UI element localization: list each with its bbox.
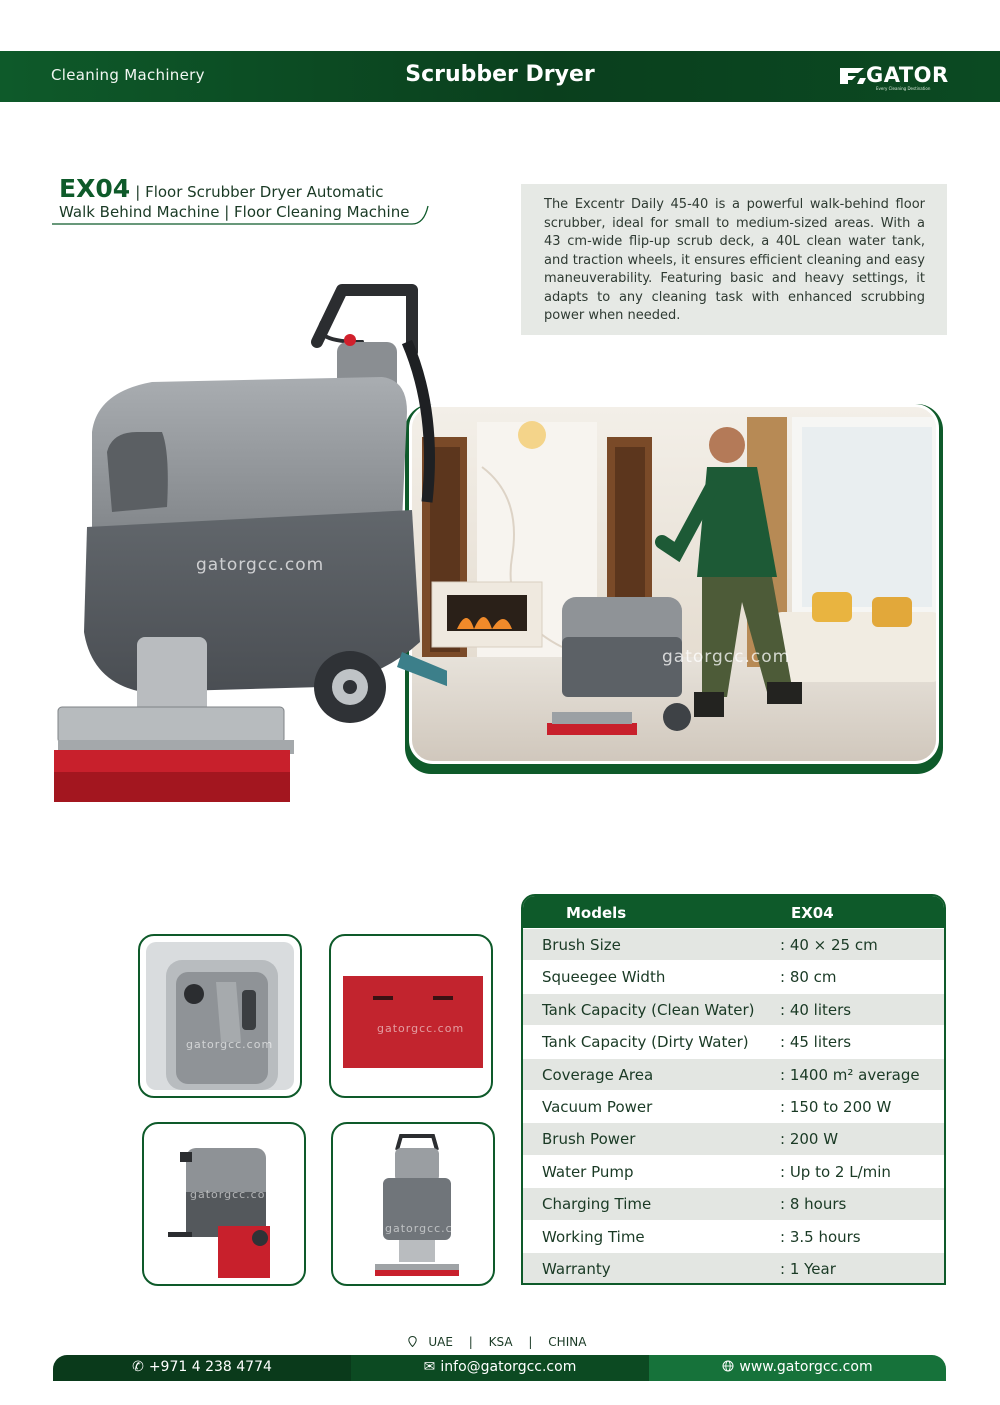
- spec-label: Brush Power: [542, 1130, 636, 1149]
- spec-row: [523, 928, 944, 960]
- spec-table-header: [523, 896, 944, 928]
- phone-icon: ✆: [132, 1359, 144, 1375]
- spec-label: Squeegee Width: [542, 968, 666, 987]
- logo-tagline: Every Cleaning Destination: [876, 86, 931, 91]
- thumbnail-front-view: [331, 1122, 495, 1286]
- spec-value: : 150 to 200 W: [780, 1097, 892, 1116]
- spec-label: Water Pump: [542, 1162, 634, 1181]
- spec-label: Working Time: [542, 1227, 645, 1246]
- product-subtitle-line1: | Floor Scrubber Dryer Automatic: [135, 183, 384, 201]
- spec-row: [523, 1025, 944, 1057]
- living-room-scene: [412, 407, 939, 764]
- spec-label: Tank Capacity (Dirty Water): [542, 1033, 749, 1052]
- spec-row: [523, 960, 944, 992]
- title-underline: [52, 192, 432, 232]
- product-subtitle-line2: Walk Behind Machine | Floor Cleaning Machine: [59, 203, 410, 221]
- hero-watermark: gatorgcc.com: [662, 647, 791, 667]
- spec-row: [523, 1155, 944, 1187]
- spec-table: [521, 894, 946, 1285]
- phone-number: +971 4 238 4774: [148, 1359, 272, 1375]
- spec-value: : 200 W: [780, 1130, 839, 1149]
- spec-value: : 40 liters: [780, 1000, 852, 1019]
- location-separator: |: [468, 1335, 473, 1349]
- spec-row: [523, 1090, 944, 1122]
- thumbnail-red-pad: [329, 934, 493, 1098]
- header-bar: [0, 51, 1000, 102]
- location-china: CHINA: [548, 1335, 587, 1349]
- spec-value: : 1400 m² average: [780, 1065, 920, 1084]
- spec-value: : 8 hours: [780, 1195, 847, 1214]
- spec-header-label: Models: [566, 904, 627, 922]
- thumb-watermark: gatorgcc.com: [385, 1222, 473, 1235]
- spec-row: [523, 993, 944, 1025]
- spec-label: Vacuum Power: [542, 1097, 653, 1116]
- location-uae: UAE: [428, 1335, 453, 1349]
- spec-value: : 40 × 25 cm: [780, 936, 878, 954]
- spec-row: [523, 1058, 944, 1090]
- gator-logo-icon: [838, 65, 868, 87]
- scrubber-machine-image: [52, 282, 447, 816]
- spec-value: : 80 cm: [780, 968, 837, 987]
- email-address: info@gatorgcc.com: [440, 1359, 577, 1375]
- contact-email[interactable]: [351, 1355, 649, 1381]
- spec-value: : 3.5 hours: [780, 1227, 861, 1246]
- spec-row: [523, 1122, 944, 1154]
- spec-value: : 1 Year: [780, 1259, 836, 1278]
- contact-phone[interactable]: [53, 1355, 351, 1381]
- tank-interior-image: [146, 942, 294, 1090]
- category-label: Cleaning Machinery: [51, 66, 205, 84]
- spec-rows: [523, 928, 944, 1284]
- spec-value: : Up to 2 L/min: [780, 1162, 891, 1181]
- spec-header-value: EX04: [791, 904, 834, 922]
- spec-row: [523, 1252, 944, 1284]
- red-pad-image: [337, 942, 485, 1090]
- side-view-image: [150, 1130, 298, 1278]
- spec-label: Tank Capacity (Clean Water): [542, 1000, 755, 1019]
- thumbnail-side-view: [142, 1122, 306, 1286]
- website-url: www.gatorgcc.com: [739, 1359, 873, 1375]
- contact-website[interactable]: [649, 1355, 946, 1381]
- spec-label: Coverage Area: [542, 1065, 654, 1084]
- thumbnail-tank-interior: [138, 934, 302, 1098]
- product-title: [52, 170, 432, 228]
- location-separator: |: [528, 1335, 533, 1349]
- spec-row: [523, 1187, 944, 1219]
- contact-bar: [53, 1355, 946, 1381]
- spec-value: : 45 liters: [780, 1033, 852, 1052]
- model-name: EX04: [59, 174, 131, 203]
- front-view-image: [339, 1130, 487, 1278]
- locations: [0, 1335, 1000, 1349]
- logo-wordmark: GATOR: [866, 63, 949, 87]
- thumb-watermark: gatorgcc.com: [186, 1038, 274, 1051]
- thumb-watermark: gatorgcc.com: [377, 1022, 465, 1035]
- globe-icon: [722, 1360, 734, 1372]
- spec-label: Warranty: [542, 1259, 611, 1278]
- location-ksa: KSA: [488, 1335, 513, 1349]
- gator-logo: [838, 63, 950, 93]
- location-pin-icon: [408, 1336, 417, 1347]
- product-description: The Excentr Daily 45-40 is a powerful walk-behind floor scrubber, ideal for small to medium-sized areas. With a 43 cm-wide flip-up scrub deck, a 40L clean water tank, and traction wheels, it ensures efficient cleaning and easy maneuverability. Featuring basic and heavy settings, it adapts to any cleaning task with enhanced scrubbing power when needed.: [521, 184, 947, 335]
- spec-row: [523, 1220, 944, 1252]
- email-icon: ✉: [423, 1359, 436, 1375]
- hero-photo: [405, 404, 943, 774]
- page-title: Scrubber Dryer: [405, 62, 595, 87]
- thumb-watermark: gatorgcc.com: [190, 1188, 278, 1201]
- spec-label: Brush Size: [542, 936, 621, 954]
- machine-watermark: gatorgcc.com: [196, 555, 325, 575]
- spec-label: Charging Time: [542, 1195, 652, 1214]
